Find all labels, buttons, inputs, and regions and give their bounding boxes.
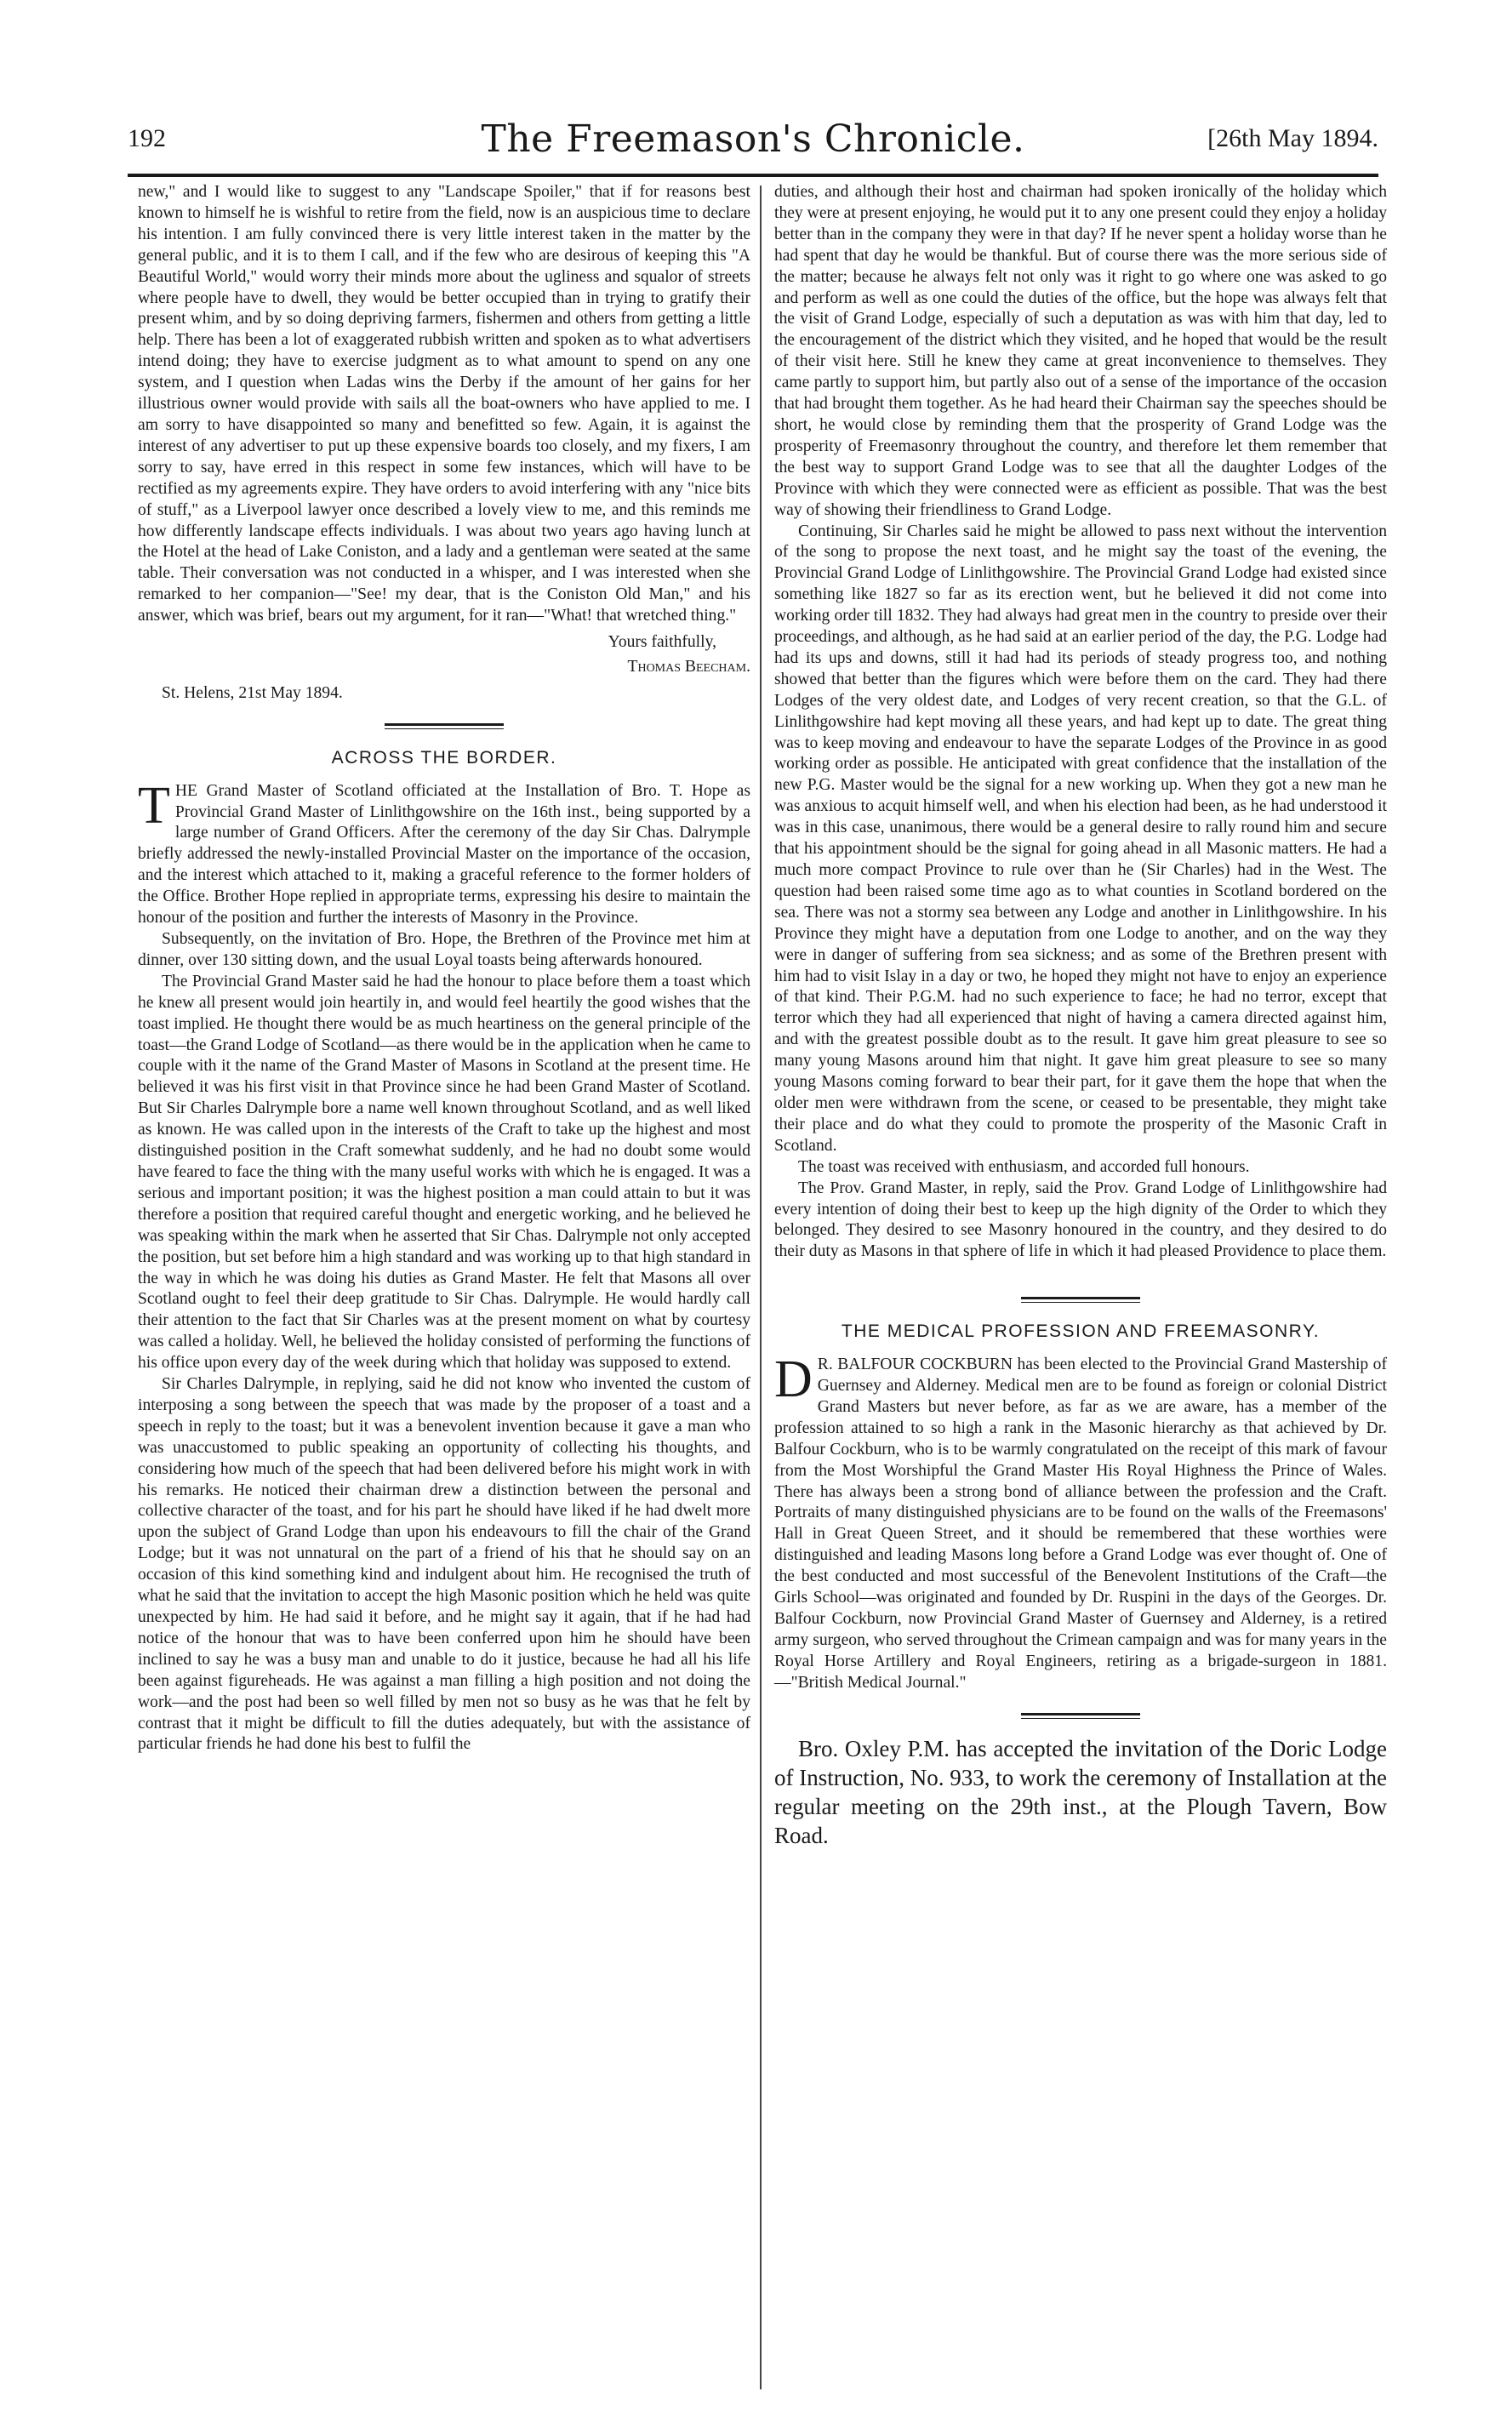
section-separator bbox=[385, 723, 504, 729]
column-divider bbox=[760, 186, 762, 2389]
masthead-rule bbox=[128, 174, 1378, 177]
letter-closing: Yours faithfully, bbox=[608, 633, 716, 652]
article-paragraph: The toast was received with enthusiasm, and accorded full honours. bbox=[798, 1157, 1250, 1176]
letter-place-date: St. Helens, 21st May 1894. bbox=[162, 683, 343, 702]
lead-text: HE Grand Master of Scotland officiated at the Installation of Bro. T. Hope as Provincial Grand Master of Linlithgowshire on the 16th inst., being supported by a large number of Grand Officers. After the ceremony of the day Sir Chas. Dalrymple briefly addressed the newly-installed Provincial Master on the importance of the occasion, and the interest which attached to it, making a graceful reference to the former holders of the Office. Brother Hope replied in appropriate terms, expressing his desire to maintain the honour of the position and further the interests of Masonry in the Province. bbox=[138, 781, 750, 928]
lead-text: R. BALFOUR COCKBURN has been elected to the Provincial Grand Mastership of Guernsey and Alderney. Medical men are to be found as foreign or colonial District Grand Masters but never before, as far as we are aware, has a member of the profession attained to so high a rank in the Masonic hierarchy as that achieved by Dr. Balfour Cockburn, who is to be warmly congratulated on the receipt of this mark of favour from the Most Worshipful the Grand Master His Royal Highness the Prince of Wales. There has always been a strong bond of alliance between the profession and the Craft. Portraits of many distinguished physicians are to be found on the walls of the Freemasons' Hall in Great Queen Street, and it should be remembered that these worthies were distinguished and leading Masons long before a Grand Lodge was ever thought of. One of the best conducted and most successful of the Benevolent Institutions of the Craft—the Girls School—was originated and founded by Dr. Ruspini in the days of the Georges. Dr. Balfour Cockburn, now Provincial Grand Master of Guernsey and Alderney, is a retired army surgeon, who served throughout the Crimean campaign and was for many years in the Royal Horse Artillery and Royal Engineers, retiring as a brigade-surgeon in 1881.—"British Medical Journal." bbox=[774, 1356, 1387, 1692]
article-paragraph: The Provincial Grand Master said he had the honour to place before them a toast which he knew all present would join heartily in, and would feel heartily the good wishes that the toast implied. He thought there would be as much heartiness on the general principle of the toast—the Grand Lodge of Scotland—as there would be in the application when he came to couple with it the name of the Grand Master of Masons in Scotland at the present time. He believed it was his first visit in that Province since he had been Grand Master of Scotland. But Sir Charles Dalrymple bore a name well known throughout Scotland, and as well liked as known. He was called upon in the interests of the Craft to take up the highest and most distinguished position in the Craft somewhat suddenly, and he had no doubt some would have feared to face the thing with the many useful works with which he is engaged. It was a serious and important position; it was the highest position a man could attain to but it was therefore a position that required careful thought and energetic working, and he believed he was speaking within the mark when he asserted that Sir Chas. Dalrymple not only accepted the position, but set before him a high standard and was working up to that high standard in the way in which he was doing his duties as Grand Master. He felt that Masons all over Scotland ought to feel their deep gratitude to Sir Chas. Dalrymple. He would hardly call their attention to the fact that Sir Charles was at the present moment on what by courtesy was called a holiday. Well, he believed the holiday consisted of performing the functions of his office upon every day of the week during which that holiday was supposed to extend. bbox=[138, 972, 750, 1373]
masthead-title: The Freemason's Chronicle. bbox=[481, 117, 1025, 161]
article-lead-paragraph bbox=[138, 776, 750, 929]
continued-paragraph: duties, and although their host and chairman had spoken ironically of the holiday which they were at present enjoying, he would put it to any one present could they enjoy a holiday better than in the company they were in that day? If he never spent a holiday worse than he had spent that day he would be thankful. But of course there was the more serious side of the matter; because he always felt not only was it right to go where one was asked to go and perform as well as one could the duties of the office, but the hope was always felt that the visit of Grand Lodge, especially of such a deputation as was with him that day, led to the encouragement of the district which they visited, and he hoped that would be the result of their visit here. Still he knew they came at great inconvenience to themselves. They came partly to support him, but partly also out of a sense of the importance of the occasion that had brought them together. As he had heard their Chairman say the speeches should be short, he would close by reminding them that the prosperity of Grand Lodge was the prosperity of Freemasonry throughout the country, and therefore let them remember that the best way to support Grand Lodge was to see that all the daughter Lodges of the Province with which they were connected were as efficient as possible. That was the best way of showing their friendliness to Grand Lodge. bbox=[774, 183, 1387, 519]
letter-signature: Thomas Beecham. bbox=[627, 657, 750, 676]
lodge-notice: Bro. Oxley P.M. has accepted the invitation of the Doric Lodge of Instruction, No. 933, to work the ceremony of Installation at the regular meeting on the 29th inst., at the Plough Tavern, Bow Road. bbox=[774, 1735, 1387, 1848]
article-lead-paragraph bbox=[774, 1350, 1387, 1694]
left-column bbox=[138, 182, 750, 1755]
issue-date: [26th May 1894. bbox=[1207, 124, 1378, 152]
article-paragraph: The Prov. Grand Master, in reply, said the Prov. Grand Lodge of Linlithgowshire had every intention of doing their best to keep up the high dignity of the Order to which they belonged. They desired to see Masonry honoured in the country, and they desired to do their duty as Masons in that sphere of life in which it had pleased Providence to place them. bbox=[774, 1179, 1387, 1261]
section-heading-medical-profession: THE MEDICAL PROFESSION AND FREEMASONRY. bbox=[841, 1321, 1321, 1342]
article-paragraph: Continuing, Sir Charles said he might be allowed to pass next without the intervention of the song to propose the next toast, and he might say the toast of the evening, the Provincial Grand Lodge of Linlithgowshire. The Provincial Grand Lodge had existed since something like 1827 so far as its erection went, but he believed it did not come into working order till 1832. They had always had great men in the country to preside over their proceedings, and although, as he had said at an earlier period of the day, the P.G. Lodge had had its ups and downs, still it had had its periods of steady progress too, and nothing showed that better than the figures which were before them on the card. They had there Lodges of the very oldest date, and Lodges of very recent creation, so that the G.L. of Linlithgowshire had kept moving all these years, and had kept up to date. The great thing was to keep moving and endeavour to have the separate Lodges of the Province in as good working order as possible. He anticipated with great confidence that the installation of the new P.G. Master would be the signal for a new working up. When they got a new man he was anxious to acquit himself well, and when his election had been, as he had understood it was in this case, unanimous, there would be a general desire to rally round him and secure that his appointment should be the signal for going ahead in all Masonic matters. He had a much more compact Province to rule over than he (Sir Charles) had in the West. The question had been raised some time ago as to what counties in Scotland bordered on the sea. There was not a stormy sea between any Lodge and another in Linlithgowshire. In his Province they might have a deputation from one Lodge to another, and on the way they were in danger of suffering from sea sickness; and as some of the Brethren present with him had to visit Islay in a day or two, he hoped they might not have to enjoy an experience of that kind. Their P.G.M. had no such experience to face; he had no terror, except that terror which they had all experienced that night of having a camera directed against him, and with the greatest possible doubt as to the result. It gave him great pleasure to see so many young Masons around him that night. It gave him great pleasure to see so many young Masons coming forward to bear their part, for it gave them the hope that when the older men were withdrawn from the scene, or ceased to be presentable, they might take their place and do what they could to promote the prosperity of the Masonic Craft in Scotland. bbox=[774, 522, 1387, 1155]
section-separator bbox=[1021, 1713, 1140, 1719]
drop-cap: D bbox=[774, 1350, 813, 1409]
section-separator bbox=[1021, 1297, 1140, 1303]
masthead bbox=[128, 117, 1378, 168]
letter-paragraph: new," and I would like to suggest to any "Landscape Spoiler," that if for reasons best known to himself he is wishful to retire from the field, now is an auspicious time to declare his intention. I am fully convinced there is very little interest taken in the matter by the general public, and it is to them I call, and if the few who are desirous of keeping this "A Beautiful World," would worry their minds more about the ugliness and squalor of streets where people have to dwell, they would be better occupied than in trying to gratify their present whim, and by so doing depriving farmers, fishermen and others from getting a little help. There has been a lot of exaggerated rubbish written and spoken as to what advertisers intend doing; they have to exercise judgment as to what amount to spend on any one system, and I question when Ladas wins the Derby if the amount of her gains for her illustrious owner would provide with sails all the boat-owners who have applied to me. I am sorry to have disappointed so many and benefitted so few. Again, it is against the interest of any advertiser to put up these expensive boards too closely, and my fixers, I am sorry to say, have erred in this respect in some few instances, which will have to be rectified as my agreements expire. They have orders to avoid interfering with any "nice bits of stuff," as a Liverpool lawyer once described a lovely view to me, and this reminds me how differently landscape effects individuals. I was about two years ago having lunch at the Hotel at the head of Lake Coniston, and a lady and a gentleman were seated at the same table. Their conversation was not conducted in a whisper, and I was interested when she remarked to her companion—"See! my dear, that is the Coniston Old Man," and his answer, which was brief, bears out my argument, for it ran—"What! that wretched thing." bbox=[138, 183, 750, 625]
right-column bbox=[774, 182, 1387, 1850]
page-number: 192 bbox=[128, 124, 166, 152]
article-paragraph: Subsequently, on the invitation of Bro. Hope, the Brethren of the Province met him at dinner, over 130 sitting down, and the usual Loyal toasts being afterwards honoured. bbox=[138, 930, 750, 969]
drop-cap: T bbox=[138, 776, 170, 835]
section-heading-across-the-border: ACROSS THE BORDER. bbox=[331, 747, 557, 768]
article-paragraph: Sir Charles Dalrymple, in replying, said he did not know who invented the custom of interposing a song between the speech that was made by the proposer of a toast and a speech in reply to the toast; but it was a benevolent invention because it gave a man who was unaccustomed to public speaking an opportunity of collecting his thoughts, and considering how much of the speech that had been delivered before his might work in with his remarks. He noticed their chairman drew a distinction between the personal and collective character of the toast, and for his part he should have liked if he had dwelt more upon the subject of Grand Lodge than upon his endeavours to fill the chair of the Grand Lodge; but it was not unnatural on the part of a friend of his that he should say on an occasion of this kind something kind and indulgent about him. He recognised the truth of what he said that the invitation to accept the high Masonic position which he held was quite unexpected by him. He had said it before, and he might say it again, that if he had had notice of the honour that was to have been conferred upon him he should have been inclined to say he was a busy man and unable to do it justice, because he had all his life been against figureheads. He was against a man filling a high position and not doing the work—and the post had been so well filled by men not so busy as he was that he felt by contrast that it might be difficult to fill the duties adequately, but with the assistance of particular friends he had done his best to fulfil the bbox=[138, 1375, 750, 1754]
